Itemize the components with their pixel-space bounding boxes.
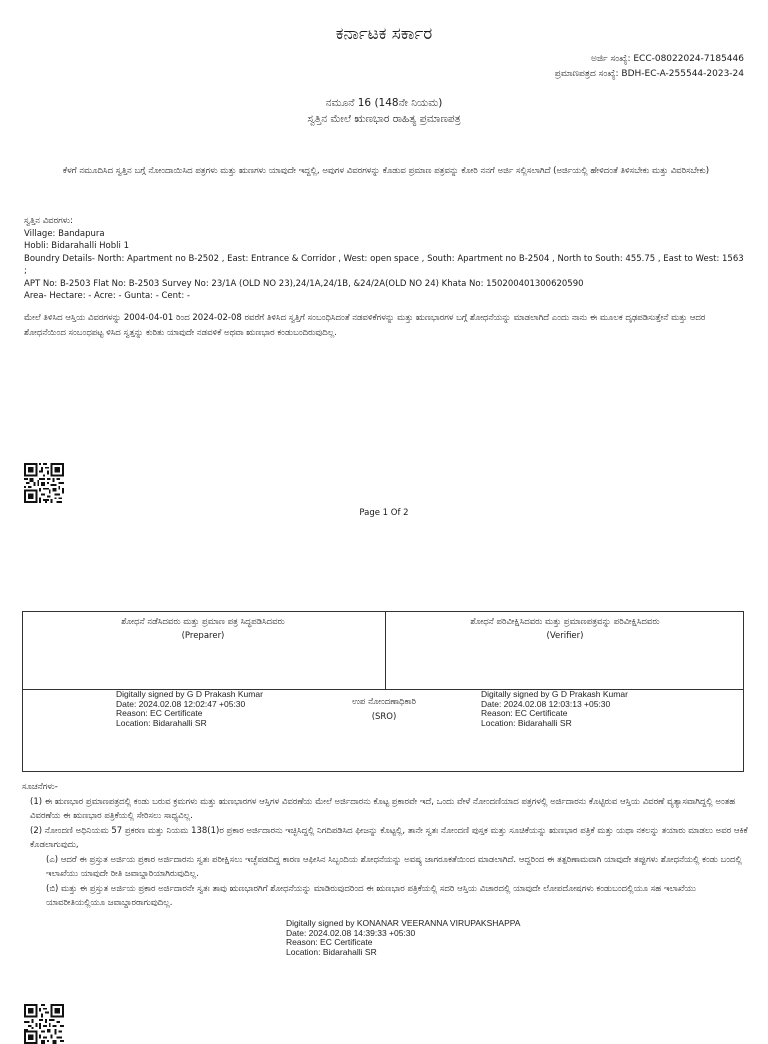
- instruction-1: (1) ಈ ಋಣಭಾರ ಪ್ರಮಾಣಪತ್ರದಲ್ಲಿ ಕಂಡು ಬರುವ ಕ್ರಮಗಳು ಮತ್ತು ಋಣಭಾರಗಳ ಆಸ್ತಿಗಳ ವಿವರಣೆಯ ಮೇಲೆ ಅರ್ಜಿದಾರನು ಕೊಟ್ಟ ಪ್ರಕಾರವೇ ಇದೆ, ಒಂದು ವೇಳೆ ನೋಂದಣಿಯಾದ ಪತ್ರಗಳಲ್ಲಿ ಅರ್ಜಿದಾರನು ಕೊಟ್ಟಿರುವ ಆಸ್ತಿಯ ವಿವರಣೆ ವ್ಯತ್ಯಾಸವಾಗಿದ್ದಲ್ಲಿ ಅಂತಹ ವಿವರಣೆಯ ಈ ಋಣಭಾರ ಪತ್ರಿಕೆಯಲ್ಲಿ ಸೇರಿಸಲು ಸಾಧ್ಯವಿಲ್ಲ.: [30, 796, 736, 821]
- village: Village: Bandapura: [24, 228, 105, 239]
- signature-date: Date: 2024.02.08 14:39:33 +05:30: [286, 927, 416, 938]
- sro-label: (SRO): [371, 712, 397, 722]
- form-title: ಸ್ವತ್ತಿನ ಮೇಲೆ ಋಣಭಾರ ರಾಹಿತ್ಯ ಪ್ರಮಾಣಪತ್ರ: [307, 113, 461, 125]
- signature-reason: Reason: EC Certificate: [286, 937, 373, 947]
- preparer-heading: ಶೋಧನೆ ನಡೆಸಿದವರು ಮತ್ತು ಪ್ರಮಾಣ ಪತ್ರ ಸಿದ್ಧಪಡಿಸಿದವರು: [121, 617, 285, 627]
- declaration-paragraph: ಮೇಲೆ ತಿಳಿಸಿದ ಆಸ್ತಿಯ ವಿವರಗಳನ್ನು 2004-04-01 ರಿಂದ 2024-02-08 ರವರೆಗೆ ತಿಳಿಸಿದ ಸ್ವತ್ತಿಗೆ ಸಂಬಂಧಿಸಿದಂತೆ ನಡವಳಿಕೆಗಳನ್ನು ಮತ್ತು ಋಣಭಾರಗಳ ಬಗ್ಗೆ ಶೋಧನೆಯನ್ನು ಮಾಡಲಾಗಿದೆ ಎಂದು ನಾನು ಈ ಮೂಲಕ ದೃಢಪಡಿಸುತ್ತೇನೆ ಮತ್ತು ಆದರ ಶೋಧನೆಯಿಂದ ಸಂಬಂಧಪಟ್ಟ ಳಿಸಿದ ಸ್ವತ್ತನ್ನು ಕುರಿತು ಯಾವುದೇ ನಡವಳಿಕೆ ಅಥವಾ ಋಣಭಾರ ಕಂಡುಬಂದಿರುವುದಿಲ್ಲ.: [24, 313, 706, 338]
- qr-code: [24, 1004, 64, 1044]
- application-number: ಅರ್ಜಿ ಸಂಖ್ಯೆ: ECC-08022024-7185446: [591, 54, 744, 64]
- signed-by: Digitally signed by G D Prakash Kumar: [116, 689, 263, 699]
- instruction-2: (2) ನೋಂದಣಿ ಅಧಿನಿಯಮ 57 ಪ್ರಕರಣ ಮತ್ತು ನಿಯಮ 138(1)ರ ಪ್ರಕಾರ ಅರ್ಜಿದಾರನು ಇಚ್ಛಿಸಿದ್ದಲ್ಲಿ ನಿಗದಿಪಡಿಸಿದ ಫೀಜನ್ನು ಕೊಟ್ಟಲ್ಲಿ, ತಾನೇ ಸ್ವತಃ ನೋಂದಣಿ ಪುಸ್ತಕ ಮತ್ತು ಸೂಚಿಕೆಯನ್ನು ಋಣಭಾರ ಪತ್ರಿಕೆ ಮತ್ತು ಯಥಾ ನಕಲನ್ನು ತಯಾರು ಮಾಡಲು ಅವರ ಆಕಿಕೆ ಕೊಡಲಾಗುವುದು,: [30, 825, 748, 850]
- instruction-2b: (ಬಿ) ಮತ್ತು ಈ ಪ್ರಸ್ತುತ ಅರ್ಜಿಯ ಪ್ರಕಾರ ಅರ್ಜಿದಾರನೇ ಸ್ವತಃ ತಾವು ಋಣಭಾರಗಿಗೆ ಶೋಧನೆಯನ್ನು ಮಾಡಿರುವುದರಿಂದ ಈ ಋಣಭಾರ ಪತ್ರಿಕೆಯಲ್ಲಿ ಸದರಿ ಆಸ್ತಿಯ ವಿಚಾರದಲ್ಲಿ ಯಾವುದೇ ಲೋಪದೋಷಗಳು ಕಂಡುಬಂದಲ್ಲಿಯೂ ಸಹ ಇಲಾಖೆಯು ಯಾವರೀತಿಯಲ್ಲಿಯೂ ಜವಾಬ್ದಾರರಾಗುವುದಿಲ್ಲ.: [46, 883, 696, 908]
- preparer-digital-signature: [116, 690, 263, 728]
- signed-by: Digitally signed by KONANAR VEERANNA VIRUPAKSHAPPA: [286, 918, 521, 928]
- signature-location: Location: Bidarahalli SR: [286, 946, 377, 957]
- instruction-2a: (ಎ) ಆದರೆ ಈ ಪ್ರಸ್ತುತ ಅರ್ಜಿಯ ಪ್ರಕಾರ ಅರ್ಜಿದಾರನು ಸ್ವತಃ ಪರೀಕ್ಷಿಸಲು ಇಚ್ಛೆಪಡದಿದ್ದ ಕಾರಣ ಆಫೀಸಿನ ಸಿಬ್ಬಂದಿಯ ಶೋಧನೆಯನ್ನು ಅವಷ್ಯ ಜಾಗರೂಕತೆಯಿಂದ ಮಾಡಲಾಗಿದೆ. ಆದ್ದರಿಂದ ಈ ತತ್ಪರಿಣಾಮವಾಗಿ ಯಾವುದೇ ತಪ್ಪುಗಳು ಶೋಧನೆಯಲ್ಲಿ ಕಂಡು ಬಂದಲ್ಲಿ ಇಲಾಖೆಯು ಯಾವುದೇ ರೀತಿ ಜವಾಬ್ದಾರಿಯಾಗಿರುವುದಿಲ್ಲ.: [46, 854, 742, 879]
- form-number: ನಮೂನೆ 16 (148ನೇ ನಿಯಮ): [325, 97, 443, 109]
- property-heading: ಸ್ವತ್ತಿನ ವಿವರಗಳು:: [24, 216, 73, 226]
- intro-paragraph: ಕೆಳಗೆ ನಮೂದಿಸಿದ ಸ್ವತ್ತಿನ ಬಗ್ಗೆ ನೋಂದಾಯಿಸಿದ ಪತ್ರಗಳು ಮತ್ತು ಋಣಗಳು ಯಾವುದೇ ಇದ್ದಲ್ಲಿ, ಅವುಗಳ ವಿವರಗಳನ್ನು ಕೊಡುವ ಪ್ರಮಾಣ ಪತ್ರವನ್ನು ಕೋರಿ ನನಗೆ ಅರ್ಜಿ ಸಲ್ಲಿಸಲಾಗಿದೆ (ಅರ್ಜಿಯಲ್ಲಿ ಹೇಳಿದಂತೆ ತಿಳಿಸಬೇಕು ಮತ್ತು ವಿವರಿಸಬೇಕು): [62, 166, 710, 176]
- preparer-label: (Preparer): [181, 631, 225, 641]
- verifier-label: (Verifier): [546, 631, 584, 641]
- instructions-heading: ಸೂಚನೆಗಳು-: [22, 782, 58, 792]
- preparer-cell: [23, 615, 383, 643]
- sro-digital-signature: [286, 919, 520, 957]
- instructions: [22, 780, 748, 911]
- signature-date: Date: 2024.02.08 12:03:13 +05:30: [481, 698, 611, 709]
- signature-table: [22, 611, 744, 772]
- document-title: ಕರ್ನಾಟಕ ಸರ್ಕಾರ: [335, 24, 433, 44]
- signature-date: Date: 2024.02.08 12:02:47 +05:30: [116, 698, 246, 709]
- sro-heading: ಉಪ ನೋಂದಣಾಧಿಕಾರಿ: [352, 697, 416, 707]
- signature-location: Location: Bidarahalli SR: [116, 717, 207, 728]
- signature-location: Location: Bidarahalli SR: [481, 717, 572, 728]
- boundary-details: Boundry Details- North: Apartment no B-2502 , East: Entrance & Corridor , West: open space , South: Apartment no B-2504 , North to South: 455.75 , East to West: 1563 ;: [24, 253, 744, 276]
- sro-block: [323, 695, 445, 725]
- signature-reason: Reason: EC Certificate: [116, 708, 203, 718]
- hobli: Hobli: Bidarahalli Hobli 1: [24, 241, 129, 251]
- verifier-heading: ಶೋಧನೆ ಪರಿವೀಕ್ಷಿಸಿದವರು ಮತ್ತು ಪ್ರಮಾಣಪತ್ರವನ್ನು ಪರಿವೀಕ್ಷಿಸಿದವರು: [470, 617, 660, 627]
- apartment-details: APT No: B-2503 Flat No: B-2503 Survey No: 23/1A (OLD NO 23),24/1A,24/1B, &24/2A(OLD NO 24) Khata No: 150200401300620590: [24, 278, 584, 289]
- signature-reason: Reason: EC Certificate: [481, 708, 568, 718]
- form-heading: [0, 95, 768, 127]
- verifier-digital-signature: [481, 690, 628, 728]
- reference-numbers: [555, 52, 744, 82]
- qr-code: [24, 463, 64, 503]
- verifier-cell: [385, 615, 745, 643]
- certificate-number: ಪ್ರಮಾಣಪತ್ರದ ಸಂಖ್ಯೆ: BDH-EC-A-255544-2023-24: [554, 69, 744, 79]
- signed-by: Digitally signed by G D Prakash Kumar: [481, 689, 628, 699]
- area-details: Area- Hectare: - Acre: - Gunta: - Cent: -: [24, 291, 191, 301]
- page-number: Page 1 Of 2: [359, 508, 409, 518]
- property-details: [24, 215, 744, 303]
